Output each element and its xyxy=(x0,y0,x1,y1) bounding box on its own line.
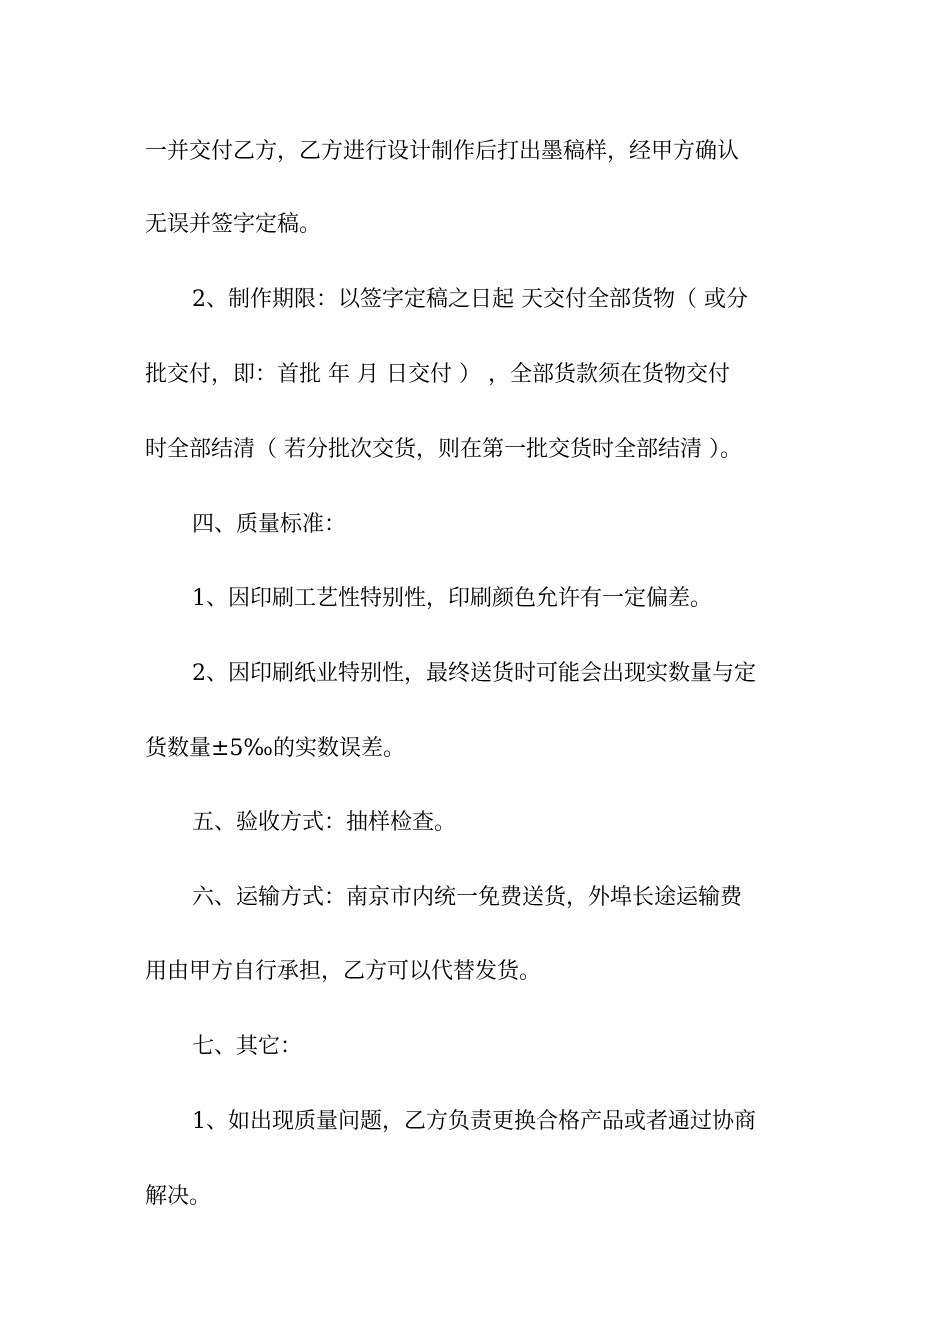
text-line-9: 货数量±5‰的实数误差。 xyxy=(145,736,405,761)
text-line-14: 1、如出现质量问题，乙方负责更换合格产品或者通过协商 xyxy=(192,1109,756,1134)
section-heading-quality: 四、质量标准： xyxy=(192,512,347,537)
section-heading-other: 七、其它： xyxy=(192,1034,303,1059)
text-line-15: 解决。 xyxy=(145,1184,212,1209)
section-heading-acceptance: 五、验收方式：抽样检查。 xyxy=(192,810,457,835)
text-line-7: 1、因印刷工艺性特别性，印刷颜色允许有一定偏差。 xyxy=(192,586,712,611)
text-line-1: 一并交付乙方，乙方进行设计制作后打出墨稿样，经甲方确认 xyxy=(145,139,740,164)
text-line-8: 2、因印刷纸业特别性，最终送货时可能会出现实数量与定 xyxy=(192,661,756,686)
section-heading-transport: 六、运输方式：南京市内统一免费送货，外埠长途运输费 xyxy=(192,885,743,910)
text-line-3: 2、制作期限：以签字定稿之日起 天交付全部货物（ 或分 xyxy=(192,287,748,312)
text-line-5: 时全部结清（ 若分批次交货，则在第一批交货时全部结清 ）。 xyxy=(145,437,742,462)
text-line-2: 无误并签字定稿。 xyxy=(145,212,322,237)
text-line-4: 批交付，即：首批 年 月 日交付 ） ，全部货款须在货物交付 xyxy=(145,362,730,387)
text-line-12: 用由甲方自行承担，乙方可以代替发货。 xyxy=(145,959,542,984)
